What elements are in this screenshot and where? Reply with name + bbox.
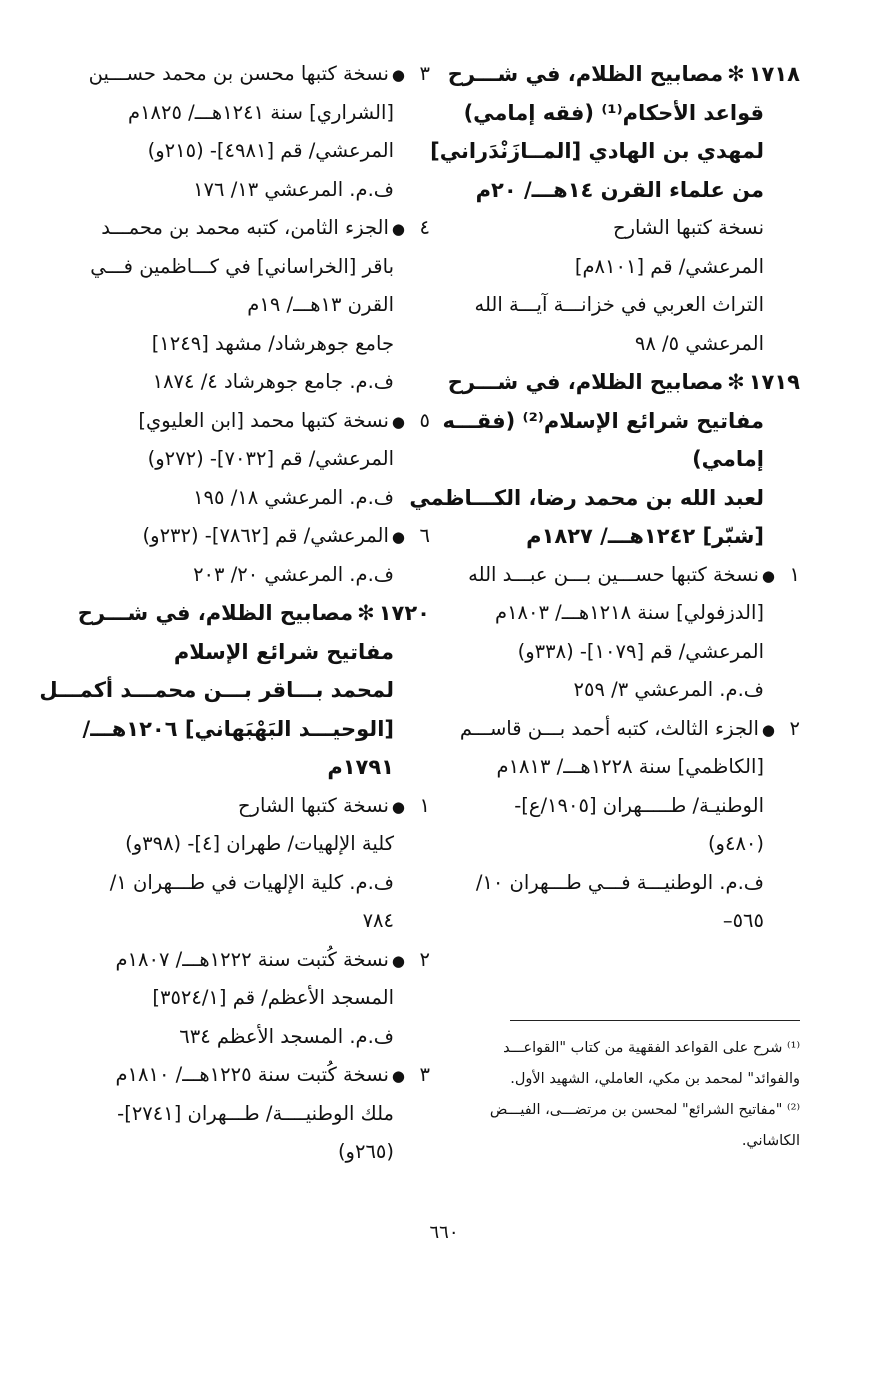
footnote-line: الكاشاني. xyxy=(741,1133,800,1149)
manuscript-item: ٣●نسخة كتبها محسن بن محمد حســـين [الشراري] سنة ١٢٤١هـــ/ ١٨٢٥م المرعشي/ قم [٤٩٨١]- (٢١٥و) ف.م. المرعشي ١٣/ ١٧٦ xyxy=(90,55,430,209)
bullet-icon: ● xyxy=(391,1067,405,1085)
footnote-line: والفوائد" لمحمد بن مكي، العاملي، الشهيد الأول. xyxy=(510,1071,800,1087)
entry-author: لعبد الله بن محمد رضا، الكـــاظمي xyxy=(409,485,764,510)
entry-author: لمحمد بـــاقر بـــن محمـــد أكمـــل xyxy=(39,678,394,702)
entry-line: التراث العربي في خزانـــة آيـــة الله xyxy=(474,293,764,316)
star-icon: ✻ xyxy=(357,601,375,625)
manuscript-item: ١●نسخة كتبها حســـين بـــن عبـــد الله [الدزفولي] سنة ١٢١٨هـــ/ ١٨٠٣م المرعشي/ قم [١٠٧٩]- (٣٣٨و) ف.م. المرعشي ٣/ ٢٥٩ xyxy=(445,556,800,710)
bullet-icon: ● xyxy=(761,720,775,739)
bullet-icon: ● xyxy=(761,566,775,585)
entry-title-cont: مفاتيح شرائع الإسلام xyxy=(173,639,394,664)
manuscript-item: ٣●نسخة كُتبت سنة ١٢٢٥هـــ/ ١٨١٠م ملك الوطنيــــة/ طـــهران [٢٧٤١]- (٢٦٥و) xyxy=(90,1056,430,1172)
item-number: ٣ xyxy=(419,1063,430,1086)
manuscript-item: ١●نسخة كتبها الشارح كلية الإلهيات/ طهران [٤]- (٣٩٨و) ف.م. كلية الإلهيات في طـــهران ١/ ٧٨٤ xyxy=(90,787,430,941)
bullet-icon: ● xyxy=(391,528,405,546)
entry-title: ١٧١٨✻مصابيح الظلام، في شـــرح xyxy=(447,62,800,86)
entry-author-cont: [شبّر] ١٢٤٢هـــ/ ١٨٢٧م xyxy=(526,524,764,548)
manuscript-item: ٤●الجزء الثامن، كتبه محمد بن محمـــد باقر [الخراساني] في كـــاظمين فـــي القرن ١٣هـــ/ ١٩م جامع جوهرشاد/ مشهد [١٢٤٩] ف.م. جامع جوهرشاد ٤/ ١٨٧٤ xyxy=(90,209,430,402)
bullet-icon: ● xyxy=(391,951,405,970)
manuscript-item: ٢●الجزء الثالث، كتبه أحمد بـــن قاســـم [الكاظمي] سنة ١٢٢٨هـــ/ ١٨١٣م الوطنيـة/ طـــــهران [١٩٠٥/ع]- (٤٨٠و) ف.م. الوطنيـــة فـــي طـــهران ١٠/ ٥٦٥– xyxy=(445,710,800,941)
item-number: ٢ xyxy=(789,716,800,740)
entry-title: ١٧١٩✻مصابيح الظلام، في شـــرح xyxy=(447,370,800,394)
left-column xyxy=(39,55,430,1172)
item-number: ٢ xyxy=(419,947,430,971)
manuscript-item: ٢●نسخة كُتبت سنة ١٢٢٢هـــ/ ١٨٠٧م المسجد الأعظم/ قم [٣٥٢٤/١] ف.م. المسجد الأعظم ٦٣٤ xyxy=(90,941,430,1057)
entry-1719 xyxy=(409,363,800,941)
item-number: ٤ xyxy=(419,216,430,239)
entry-title: ١٧٢٠✻مصابيح الظلام، في شـــرح xyxy=(77,601,430,625)
bullet-icon: ● xyxy=(391,220,405,238)
star-icon: ✻ xyxy=(727,62,745,86)
entry-author-cont: من علماء القرن ١٤هـــ/ ٢٠م xyxy=(475,177,764,202)
item-number: ١ xyxy=(419,793,430,817)
star-icon: ✻ xyxy=(727,370,745,394)
entry-line: نسخة كتبها الشارح xyxy=(613,216,764,239)
entry-author: لمهدي بن الهادي [المــازَنْدَراني] xyxy=(430,139,764,163)
footnotes xyxy=(445,1033,800,1157)
item-number: ٣ xyxy=(419,62,430,85)
entry-title-cont: قواعد الأحكام⁽¹⁾ (فقه إمامي) xyxy=(463,100,764,125)
item-number: ٦ xyxy=(419,524,430,547)
entry-line: المرعشي/ قم [٨١٠١م] xyxy=(574,254,764,278)
entry-1720 xyxy=(39,594,430,1172)
manuscript-item: ٥●نسخة كتبها محمد [ابن العليوي] المرعشي/ قم [٧٠٣٢]- (٢٧٢و) ف.م. المرعشي ١٨/ ١٩٥ xyxy=(90,402,430,518)
entry-author-cont: [الوحيـــد البَهْبَهاني] ١٢٠٦هـــ/ xyxy=(82,716,394,741)
bullet-icon: ● xyxy=(391,66,405,84)
bullet-icon: ● xyxy=(391,797,405,816)
right-column xyxy=(409,55,800,941)
footnote-line: ⁽¹⁾ شرح على القواعد الفقهية من كتاب "القواعـــد xyxy=(503,1040,800,1056)
entry-1718 xyxy=(430,55,800,363)
item-number: ١ xyxy=(789,562,800,586)
entry-author-cont: ١٧٩١م xyxy=(327,755,394,779)
manuscript-item: ٦●المرعشي/ قم [٧٨٦٢]- (٢٣٢و) ف.م. المرعشي ٢٠/ ٢٠٣ xyxy=(90,517,430,594)
entry-line: المرعشي ٥/ ٩٨ xyxy=(634,331,764,355)
item-number: ٥ xyxy=(419,408,430,432)
footnote-line: ⁽²⁾ "مفاتيح الشرائع" لمحسن بن مرتضـــى، الفيـــض xyxy=(489,1102,800,1118)
footnote-rule xyxy=(510,1020,800,1021)
bullet-icon: ● xyxy=(391,412,405,431)
entry-title-cont: مفاتيح شرائع الإسلام⁽²⁾ (فقـــه xyxy=(442,408,764,433)
entry-title-cont: إمامي) xyxy=(692,447,764,471)
page-number: ٦٦٠ xyxy=(429,1222,459,1243)
